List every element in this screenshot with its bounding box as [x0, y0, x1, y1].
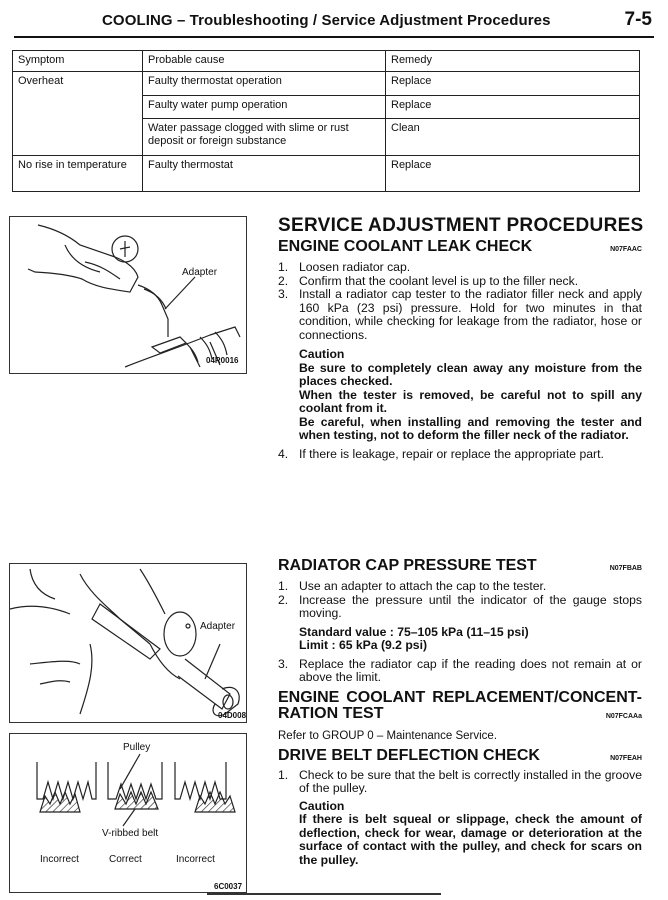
reference-code: N07FAAC — [610, 246, 642, 253]
cap-test-heading — [278, 557, 642, 575]
belt-check-title: DRIVE BELT DEFLECTION CHECK — [278, 746, 540, 764]
step-item: 3. Install a radiator cap tester to the radiator filler neck and apply 160 kPa (23 psi) pressure. Hold for two minutes in that condition, while checking for leakage from the radiator, hose or connections. — [278, 287, 642, 342]
v-ribbed-belt-diagram — [10, 734, 246, 892]
figure-code: 04R0016 — [206, 356, 239, 365]
incorrect-right-label: Incorrect — [176, 854, 215, 865]
radiator-cap-tester-illustration — [10, 217, 246, 373]
page-number: 7-5 — [624, 9, 652, 30]
leak-check-steps — [278, 261, 642, 342]
column-header-symptom: Symptom — [13, 51, 143, 72]
table-row — [13, 72, 640, 96]
cause-cell: Faulty thermostat — [143, 156, 386, 192]
cap-test-title: RADIATOR CAP PRESSURE TEST — [278, 557, 537, 574]
step-item: 1. Check to be sure that the belt is correctly installed in the groove of the pulley. — [278, 767, 642, 795]
pulley-label: Pulley — [123, 742, 151, 753]
column-header-remedy: Remedy — [386, 51, 640, 72]
troubleshooting-table — [12, 50, 640, 192]
caution-line: When the tester is removed, be careful not to spill any coolant from it. — [299, 387, 642, 415]
remedy-cell: Replace — [386, 156, 640, 192]
cap-tester-illustration — [10, 564, 246, 722]
symptom-cell: Overheat — [13, 72, 143, 156]
adapter-label: Adapter — [182, 267, 218, 278]
reference-code: N07FCAAa — [605, 712, 642, 720]
table-row — [13, 156, 640, 192]
step-item: 4. If there is leakage, repair or replace the appropriate part. — [278, 446, 604, 461]
leak-check-section — [278, 215, 642, 461]
reference-code: N07FBAB — [609, 565, 642, 572]
table-header-row — [13, 51, 640, 72]
replacement-reference: Refer to GROUP 0 – Maintenance Service. — [278, 729, 498, 742]
cap-test-steps — [278, 580, 642, 621]
remedy-cell: Replace — [386, 96, 640, 119]
adapter-label: Adapter — [200, 621, 236, 632]
caution-text: If there is belt squeal or slippage, check the amount of deflection, check for wear, damage or deterioration at the surface of contact with the pulley, and check for scars on the pulley. — [299, 812, 642, 867]
correct-label: Correct — [109, 854, 142, 865]
caution-label: Caution — [299, 347, 345, 361]
incorrect-left-label: Incorrect — [40, 854, 79, 865]
belt-check-caution — [278, 800, 642, 868]
leak-check-heading — [278, 238, 642, 256]
standard-value: Standard value : 75–105 kPa (11–15 psi) — [299, 624, 529, 639]
cap-test-section — [278, 557, 642, 867]
limit-value: Limit : 65 kPa (9.2 psi) — [299, 638, 428, 652]
caution-line: Be sure to completely clean away any moisture from the places checked. — [299, 360, 642, 388]
leak-check-caution — [278, 348, 642, 443]
cause-cell: Faulty water pump operation — [143, 96, 386, 119]
leak-check-steps-continued — [278, 448, 642, 462]
cap-test-specs — [278, 626, 642, 653]
step-item: 1. Use an adapter to attach the cap to the tester. — [278, 579, 547, 593]
remedy-cell: Clean — [386, 119, 640, 156]
belt-figure — [9, 733, 247, 893]
cap-test-steps-continued — [278, 658, 642, 685]
reference-code: N07FEAH — [610, 754, 642, 762]
figure-code: 6C0037 — [214, 882, 243, 891]
figure-code: 04D008 — [218, 711, 247, 720]
cause-cell: Water passage clogged with slime or rust deposit or foreign substance — [143, 119, 386, 156]
remedy-cell: Replace — [386, 72, 640, 96]
belt-check-heading — [278, 747, 642, 765]
cause-cell: Faulty thermostat operation — [143, 72, 386, 96]
leak-check-figure — [9, 216, 247, 374]
replacement-heading: ENGINE COOLANT REPLACEMENT/CONCENT- RATION TEST N07FCAAa — [278, 690, 642, 725]
leak-check-title: ENGINE COOLANT LEAK CHECK — [278, 238, 533, 255]
step-item: 3. Replace the radiator cap if the reading does not remain at or above the limit. — [278, 656, 642, 684]
belt-check-steps — [278, 769, 642, 796]
cap-test-figure — [9, 563, 247, 723]
footer-divider — [207, 893, 441, 895]
step-item: 1. Loosen radiator cap. — [278, 260, 411, 274]
column-header-cause: Probable cause — [143, 51, 386, 72]
symptom-cell: No rise in temperature — [13, 156, 143, 192]
page-title: COOLING – Troubleshooting / Service Adjustment Procedures — [102, 12, 551, 29]
step-item: 2. Increase the pressure until the indicator of the gauge stops moving. — [278, 592, 642, 620]
caution-line: Be careful, when installing and removing the tester and when testing, not to deform the filler neck of the radiator. — [299, 414, 642, 442]
section-title: SERVICE ADJUSTMENT PROCEDURES — [278, 215, 644, 236]
step-item: 2. Confirm that the coolant level is up to the filler neck. — [278, 273, 579, 288]
belt-label: V-ribbed belt — [102, 828, 159, 839]
page-header — [14, 6, 654, 38]
caution-label: Caution — [299, 798, 345, 813]
